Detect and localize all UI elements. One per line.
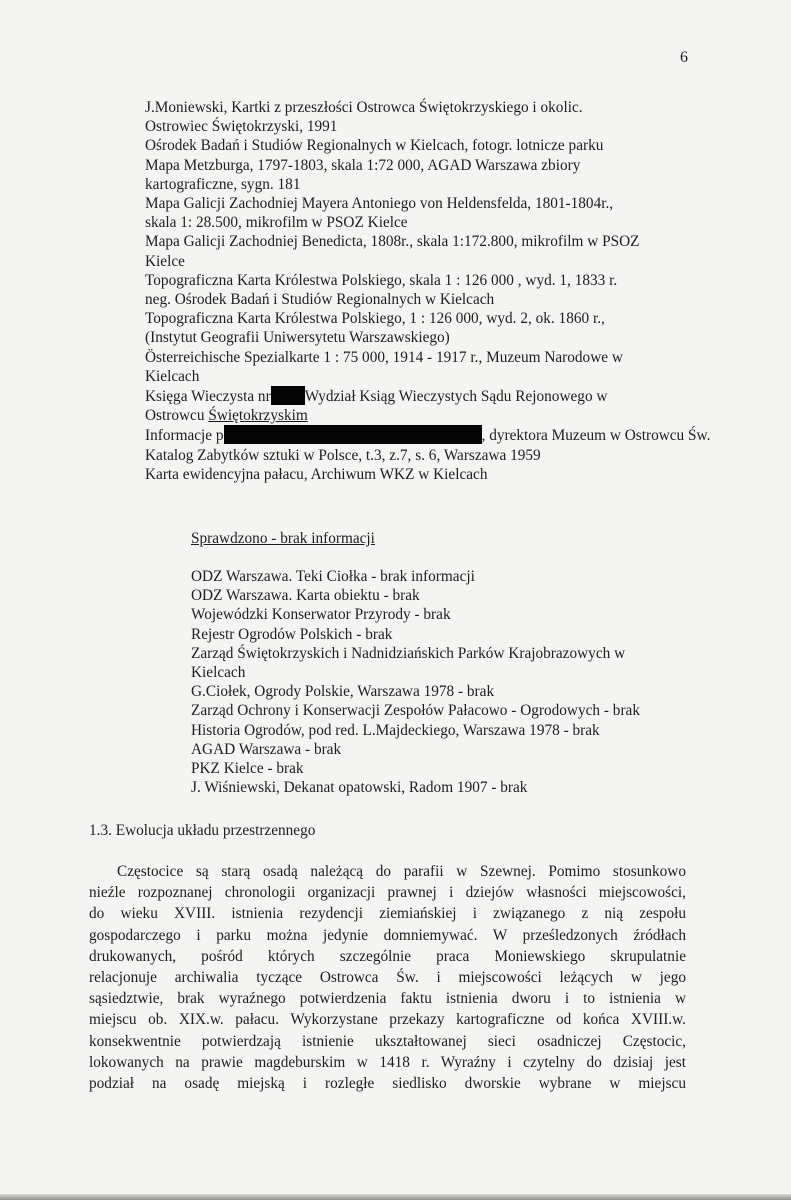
paragraph-line: miejscu ob. XIX.w. pałacu. Wykorzystane przekazy kartograficzne od końca XVIII.w. bbox=[89, 1011, 686, 1029]
ledger-prefix: Księga Wieczysta nr bbox=[145, 388, 271, 406]
checked-sources-heading: Sprawdzono - brak informacji bbox=[191, 530, 375, 547]
info-prefix: Informacje p bbox=[145, 427, 224, 445]
checked-item: Kielcach bbox=[191, 664, 246, 682]
paragraph-line: relacjonuje archiwalia tyczące Ostrowca Św. i miejscowości leżących w jego bbox=[89, 969, 686, 987]
reference-line: Ośrodek Badań i Studiów Regionalnych w Kielcach, fotogr. lotnicze parku bbox=[145, 137, 604, 155]
paragraph-line: sąsiedztwie, brak wyraźnego potwierdzenia faktu istnienia dworu i to istnienia w bbox=[89, 990, 686, 1008]
paragraph-line: gospodarczego i parku można jedynie domniemywać. W prześledzonych źródłach bbox=[89, 926, 686, 944]
paragraph-line: drukowanych, pośród których szczególnie praca Moniewskiego skrupulatnie bbox=[89, 947, 686, 965]
reference-line: Österreichische Spezialkarte 1 : 75 000, 1914 - 1917 r., Muzeum Narodowe w bbox=[145, 348, 623, 366]
reference-line: J.Moniewski, Kartki z przeszłości Ostrowca Świętokrzyskiego i okolic. bbox=[145, 99, 583, 116]
ledger-reference-cont bbox=[145, 406, 705, 425]
reference-line: skala 1: 28.500, mikrofilm w PSOZ Kielce bbox=[145, 214, 408, 232]
redaction-bar bbox=[224, 425, 352, 444]
checked-item: Historia Ogrodów, pod red. L.Majdeckiego, Warszawa 1978 - brak bbox=[191, 721, 600, 739]
reference-line: Ostrowiec Świętokrzyski, 1991 bbox=[145, 118, 338, 136]
paragraph-line: nieźle rozpoznanej chronologii organizacji prawnej i dziejów własności miejscowości, bbox=[89, 884, 686, 902]
reference-line: Mapa Galicji Zachodniej Mayera Antoniego von Heldensfelda, 1801-1804r., bbox=[145, 195, 614, 213]
page-number: 6 bbox=[680, 49, 688, 66]
reference-line: Karta ewidencyjna pałacu, Archiwum WKZ w Kielcach bbox=[145, 465, 488, 483]
checked-item: PKZ Kielce - brak bbox=[191, 760, 304, 778]
checked-item: Rejestr Ogrodów Polskich - brak bbox=[191, 625, 393, 643]
checked-sources-list bbox=[191, 567, 711, 797]
info-suffix: , dyrektora Muzeum w Ostrowcu Św. bbox=[481, 427, 711, 445]
reference-line: Topograficzna Karta Królestwa Polskiego, 1 : 126 000, wyd. 2, ok. 1860 r., bbox=[145, 310, 605, 328]
reference-line: Katalog Zabytków sztuki w Polsce, t.3, z.7, s. 6, Warszawa 1959 bbox=[145, 446, 541, 464]
reference-line: Kielce bbox=[145, 252, 185, 270]
references-list bbox=[145, 98, 711, 484]
paragraph-line: konsekwentnie potwierdzają istnienie ukształtowanej sieci osadniczej Częstocic, bbox=[89, 1032, 686, 1050]
ledger-cont-a: Ostrowcu bbox=[145, 407, 209, 425]
checked-item: ODZ Warszawa. Teki Ciołka - brak informacji bbox=[191, 568, 475, 585]
ledger-suffix: Wydział Ksiąg Wieczystych Sądu Rejonowego w bbox=[304, 388, 608, 406]
redaction-bar bbox=[352, 425, 482, 444]
checked-item: AGAD Warszawa - brak bbox=[191, 740, 342, 758]
paragraph-line: Częstocice są starą osadą należącą do parafii w Szewnej. Pomimo stosunkowo bbox=[117, 863, 686, 880]
section-heading: 1.3. Ewolucja układu przestrzennego bbox=[89, 822, 316, 839]
paragraph-line: do wieku XVIII. istnienia rezydencji ziemiańskiej i związanego z nią zespołu bbox=[89, 905, 686, 923]
checked-item: Zarząd Świętokrzyskich i Nadnidziańskich Parków Krajobrazowych w bbox=[191, 644, 626, 662]
checked-item: Zarząd Ochrony i Konserwacji Zespołów Pałacowo - Ogrodowych - brak bbox=[191, 702, 640, 720]
paragraph-line: lokowanych na prawie magdeburskim w 1418 r. Wyraźny i czytelny do dzisiaj jest bbox=[89, 1053, 686, 1071]
reference-line: Mapa Metzburga, 1797-1803, skala 1:72 000, AGAD Warszawa zbiory bbox=[145, 156, 581, 174]
reference-line: Topograficzna Karta Królestwa Polskiego, skala 1 : 126 000 , wyd. 1, 1833 r. bbox=[145, 271, 618, 289]
reference-line: (Instytut Geografii Uniwersytetu Warszawskiego) bbox=[145, 329, 450, 347]
body-paragraph bbox=[89, 861, 686, 1094]
reference-line: Kielcach bbox=[145, 367, 200, 385]
ledger-reference bbox=[145, 386, 705, 406]
redaction-bar bbox=[271, 386, 305, 405]
checked-item: ODZ Warszawa. Karta obiektu - brak bbox=[191, 587, 420, 605]
checked-item: Wojewódzki Konserwator Przyrody - brak bbox=[191, 606, 451, 624]
scan-bottom-edge bbox=[0, 1194, 791, 1200]
info-reference bbox=[145, 425, 711, 445]
checked-item: J. Wiśniewski, Dekanat opatowski, Radom 1907 - brak bbox=[191, 779, 528, 797]
ledger-cont-b: Świętokrzyskim bbox=[208, 407, 308, 425]
reference-line: kartograficzne, sygn. 181 bbox=[145, 175, 301, 193]
paragraph-line: podział na osadę miejską i rozległe siedlisko dworskie wybrane w miejscu bbox=[89, 1075, 686, 1093]
reference-line: Mapa Galicji Zachodniej Benedicta, 1808r., skala 1:172.800, mikrofilm w PSOZ bbox=[145, 233, 640, 251]
reference-line: neg. Ośrodek Badań i Studiów Regionalnych w Kielcach bbox=[145, 291, 495, 309]
checked-item: G.Ciołek, Ogrody Polskie, Warszawa 1978 - brak bbox=[191, 683, 495, 701]
